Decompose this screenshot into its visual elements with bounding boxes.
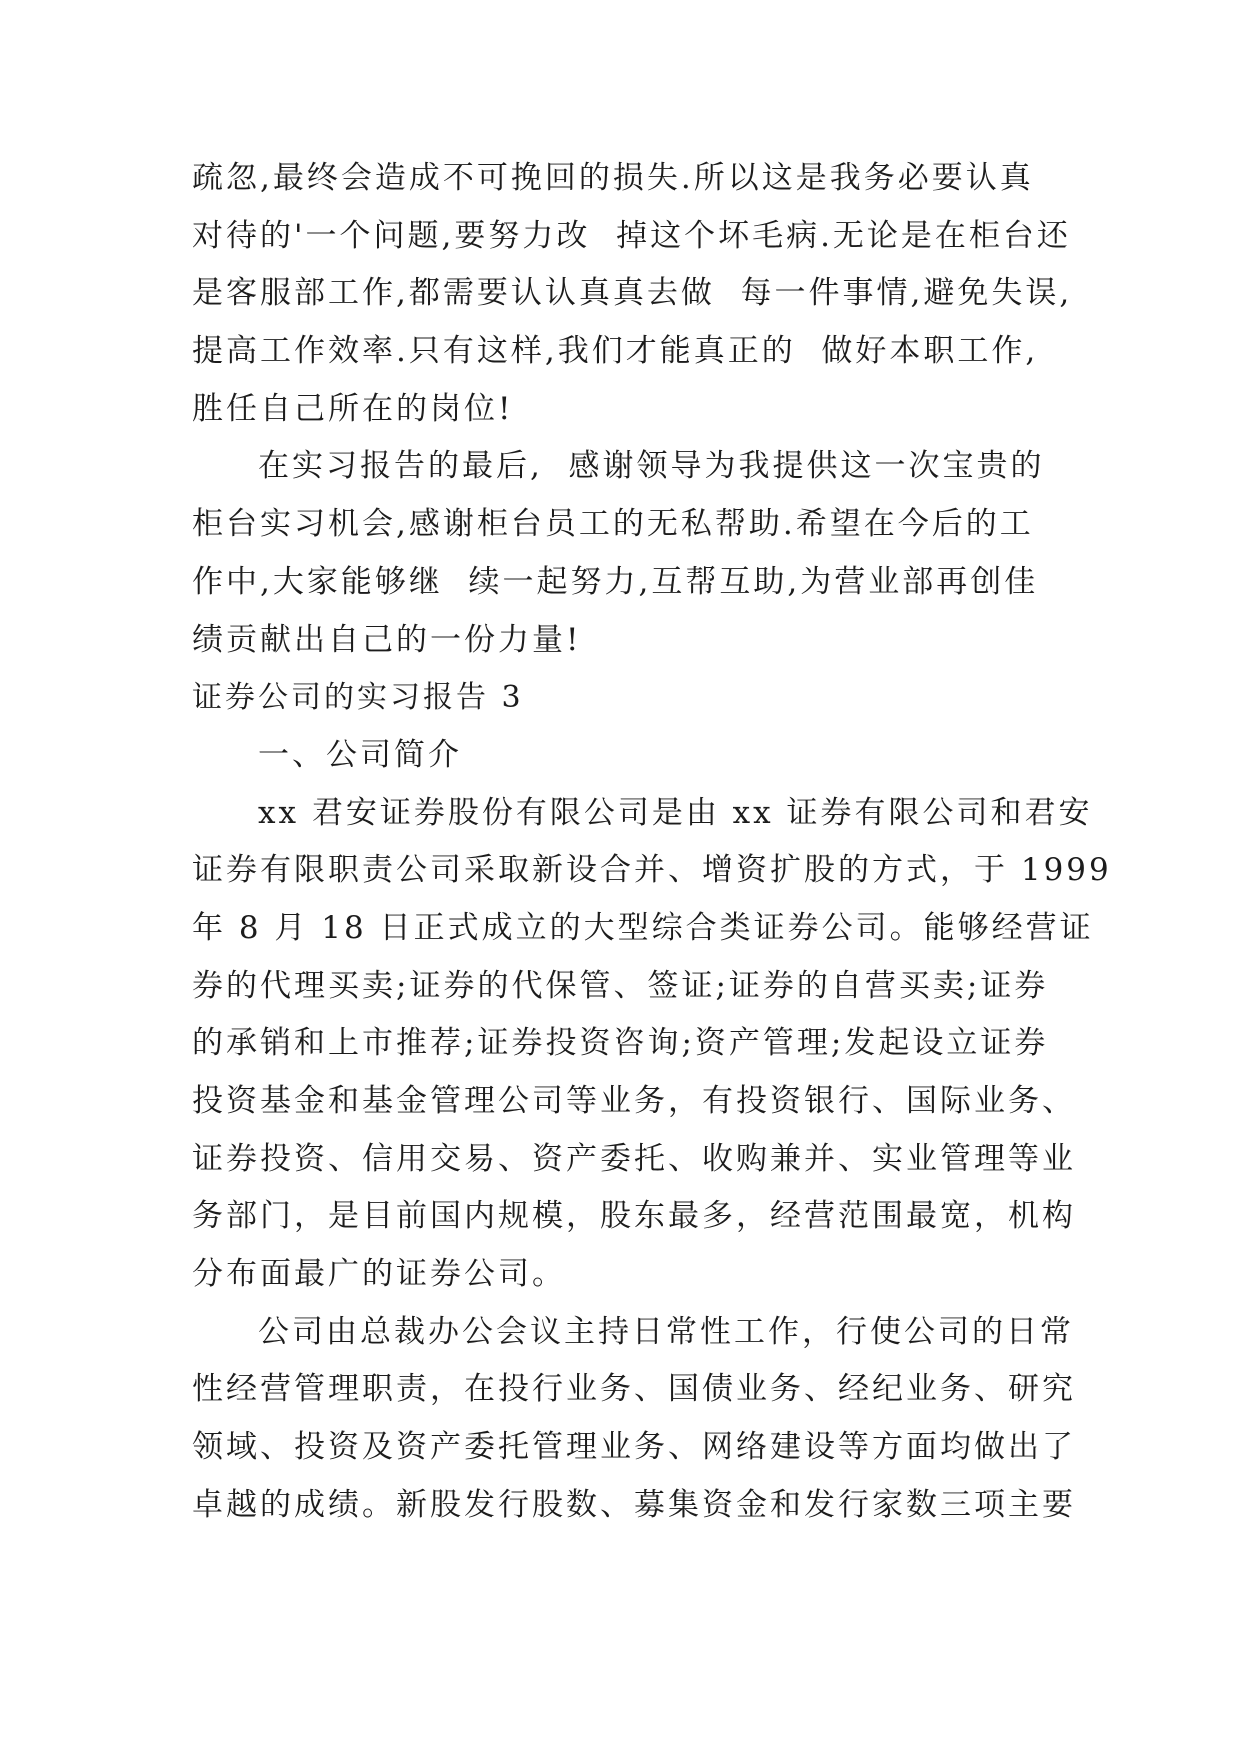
document-body (192, 150, 1112, 1535)
text-line: 卓越的成绩。新股发行股数、募集资金和发行家数三项主要 (192, 1486, 1076, 1523)
text-line: 投资基金和基金管理公司等业务，有投资银行、国际业务、 (192, 1083, 1076, 1119)
paragraph-first-line: 在实习报告的最后, 感谢领导为我提供这一次宝贵的 (258, 448, 1045, 485)
text-line: 柜台实习机会,感谢柜台员工的无私帮助.希望在今后的工 (192, 506, 1034, 543)
text-line: 务部门，是目前国内规模，股东最多，经营范围最宽，机构 (192, 1198, 1076, 1235)
text-line: 证券投资、信用交易、资产委托、收购兼并、实业管理等业 (192, 1140, 1076, 1177)
text-line: 的承销和上市推荐;证券投资咨询;资产管理;发起设立证券 (192, 1025, 1049, 1062)
text-line: 绩贡献出自己的一份力量! (192, 621, 582, 658)
text-line: 证券有限职责公司采取新设合并、增资扩股的方式，于 1999 (192, 852, 1112, 889)
paragraph-first-line: 公司由总裁办公会议主持日常性工作，行使公司的日常 (258, 1313, 1074, 1350)
text-line: 疏忽,最终会造成不可挽回的损失.所以这是我务必要认真 (192, 160, 1034, 196)
text-line: 胜任自己所在的岗位! (192, 390, 514, 427)
subsection-heading: 一、公司简介 (258, 736, 462, 773)
text-line: 作中,大家能够继 续一起努力,互帮互助,为营业部再创佳 (192, 563, 1039, 600)
text-line: 券的代理买卖;证券的代保管、签证;证券的自营买卖;证券 (192, 967, 1049, 1004)
text-line: 领域、投资及资产委托管理业务、网络建设等方面均做出了 (192, 1429, 1076, 1466)
text-line: 年 8 月 18 日正式成立的大型综合类证券公司。能够经营证 (192, 909, 1094, 946)
text-line: 分布面最广的证券公司。 (192, 1256, 566, 1293)
text-line: 性经营管理职责，在投行业务、国债业务、经纪业务、研究 (192, 1371, 1076, 1408)
text-line: 对待的'一个问题,要努力改 掉这个坏毛病.无论是在柜台还 (192, 217, 1071, 254)
section-title: 证券公司的实习报告 3 (192, 680, 524, 716)
paragraph-first-line: xx 君安证券股份有限公司是由 xx 证券有限公司和君安 (258, 794, 1093, 831)
text-line: 提高工作效率.只有这样,我们才能真正的 做好本职工作, (192, 333, 1039, 370)
text-line: 是客服部工作,都需要认认真真去做 每一件事情,避免失误, (192, 275, 1073, 312)
